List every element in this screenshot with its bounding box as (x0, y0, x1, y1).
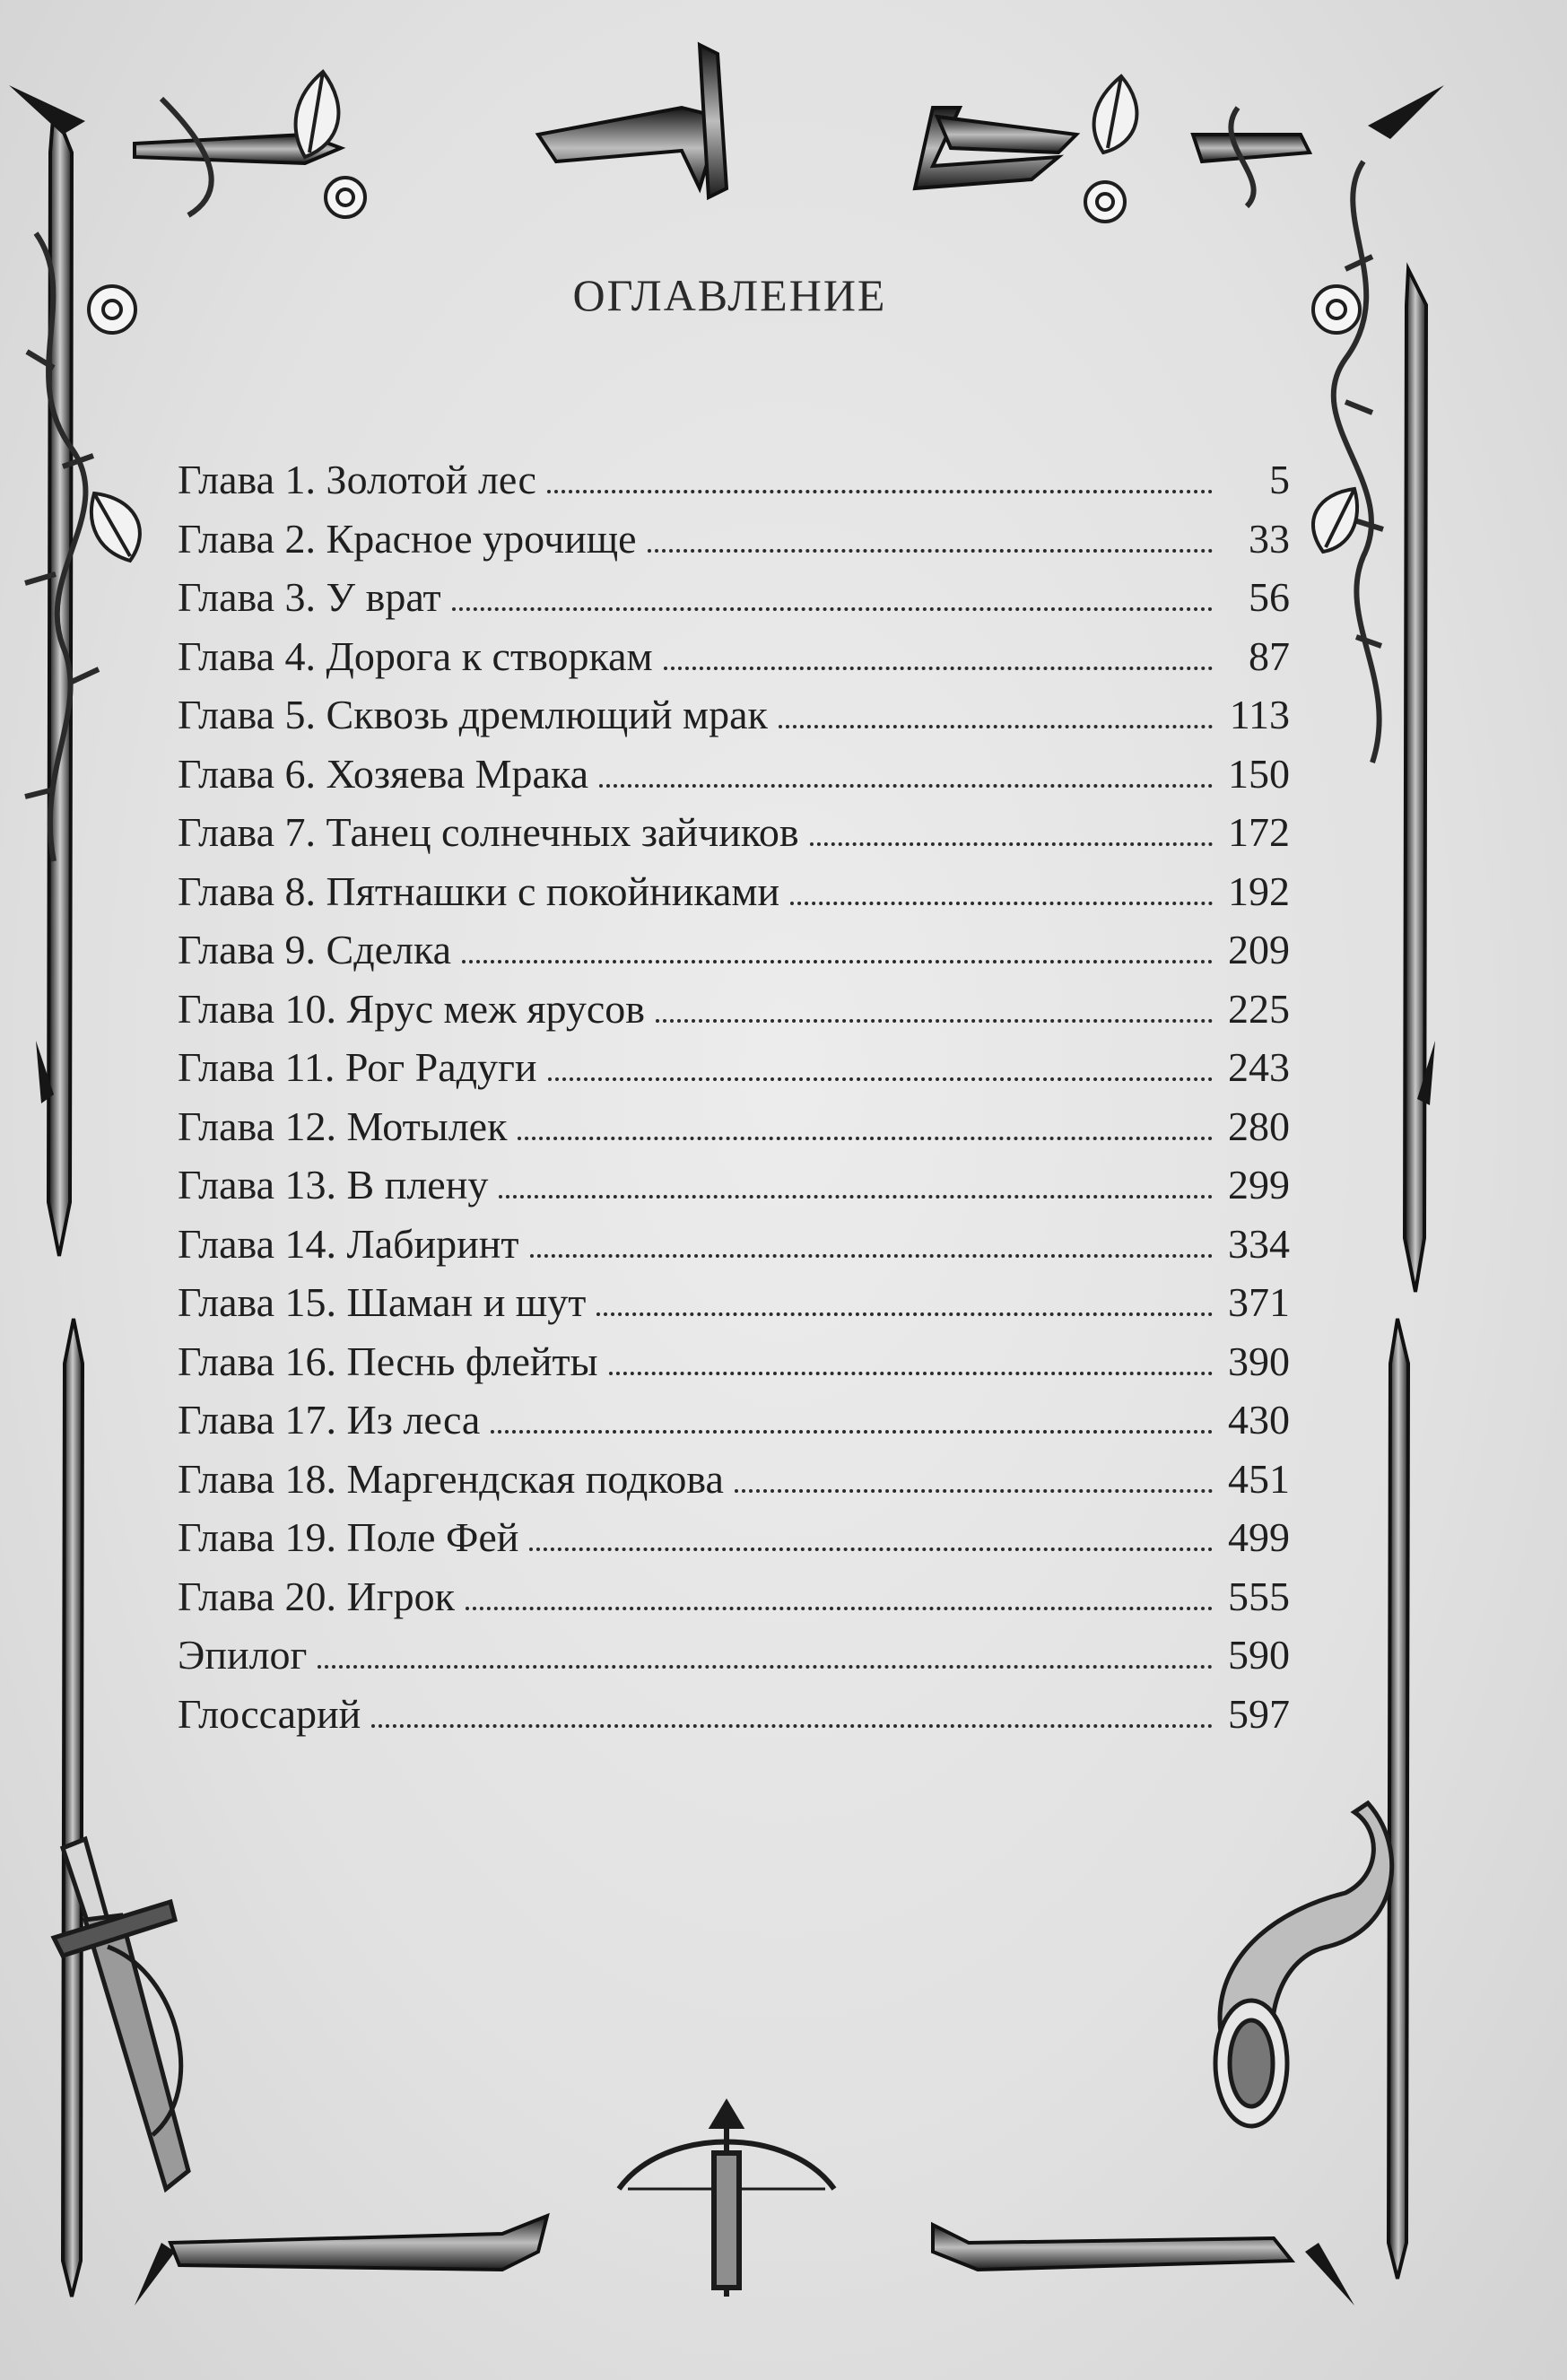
dot-leader (499, 1195, 1213, 1199)
dot-leader (530, 1254, 1213, 1258)
dot-leader (648, 549, 1213, 553)
toc-entry[interactable] (178, 691, 1290, 750)
toc-entry-label: Глава 20. Игрок (178, 1573, 455, 1619)
toc-entry-page-number: 334 (1228, 1220, 1290, 1267)
toc-entry[interactable] (178, 1396, 1290, 1455)
toc-entry-page-number: 390 (1228, 1338, 1290, 1384)
dot-leader (779, 725, 1213, 728)
toc-entry[interactable] (178, 1220, 1290, 1279)
dot-leader (452, 607, 1213, 611)
toc-entry[interactable] (178, 750, 1290, 809)
toc-entry[interactable] (178, 1161, 1290, 1220)
toc-entry[interactable] (178, 1573, 1290, 1632)
toc-entry[interactable] (178, 573, 1290, 632)
toc-entry-label: Глоссарий (178, 1690, 361, 1737)
right-border (1389, 269, 1426, 2279)
dot-leader (810, 842, 1213, 846)
dot-leader (664, 667, 1213, 670)
toc-entry-label: Глава 17. Из леса (178, 1397, 481, 1443)
toc-entry-page-number: 113 (1229, 692, 1290, 737)
dot-leader (656, 1019, 1213, 1023)
toc-entry-page-number: 225 (1228, 985, 1290, 1032)
toc-entry-label: Глава 6. Хозяева Мрака (178, 750, 589, 797)
dot-leader (466, 1607, 1213, 1610)
toc-entry-label: Глава 5. Сквозь дремлющий мрак (178, 692, 768, 737)
toc-entry[interactable] (178, 1631, 1290, 1690)
toc-entry-label: Глава 12. Мотылек (178, 1103, 508, 1149)
toc-entry-label: Глава 14. Лабиринт (178, 1220, 519, 1267)
toc-entry-label: Глава 10. Ярус меж ярусов (178, 985, 646, 1032)
toc-entry-label: Глава 16. Песнь флейты (178, 1338, 598, 1384)
toc-entry-label: Глава 9. Сделка (178, 927, 452, 972)
dot-leader (790, 902, 1213, 905)
toc-entry-label: Глава 18. Маргендская подкова (178, 1455, 724, 1502)
toc-entry[interactable] (178, 1690, 1290, 1749)
dot-leader (599, 784, 1213, 788)
toc-entry-page-number: 243 (1228, 1044, 1290, 1090)
dot-leader (735, 1489, 1213, 1493)
toc-entry-label: Глава 3. У врат (178, 574, 441, 620)
dot-leader (491, 1430, 1213, 1434)
dot-leader (609, 1372, 1214, 1375)
dot-leader (548, 1077, 1213, 1081)
toc-entry[interactable] (178, 456, 1290, 515)
toc-entry[interactable] (178, 1338, 1290, 1397)
toc-entry-page-number: 33 (1249, 515, 1290, 562)
toc-entry[interactable] (178, 1043, 1290, 1103)
toc-entry-page-number: 280 (1228, 1103, 1290, 1149)
toc-entry-label: Глава 7. Танец солнечных зайчиков (178, 809, 799, 855)
toc-entry[interactable] (178, 985, 1290, 1044)
toc-entry-page-number: 597 (1228, 1690, 1290, 1737)
toc-entry-page-number: 299 (1228, 1162, 1290, 1207)
table-of-contents (178, 456, 1290, 1748)
dot-leader (462, 960, 1213, 963)
dot-leader (318, 1665, 1213, 1669)
toc-entry-page-number: 209 (1228, 927, 1290, 972)
toc-entry-page-number: 590 (1228, 1632, 1290, 1678)
toc-entry[interactable] (178, 926, 1290, 985)
toc-entry-page-number: 5 (1269, 457, 1290, 502)
toc-entry-label: Эпилог (178, 1632, 308, 1678)
toc-entry[interactable] (178, 808, 1290, 867)
toc-entry[interactable] (178, 867, 1290, 927)
page-title: ОГЛАВЛЕНИЕ (572, 270, 887, 320)
toc-entry[interactable] (178, 1455, 1290, 1514)
dot-leader (529, 1547, 1213, 1551)
dot-leader (518, 1137, 1213, 1140)
toc-entry-page-number: 451 (1228, 1455, 1290, 1502)
dot-leader (547, 490, 1213, 493)
toc-entry-page-number: 371 (1228, 1279, 1290, 1325)
toc-entry[interactable] (178, 632, 1290, 692)
toc-entry-label: Глава 8. Пятнашки с покойниками (178, 867, 780, 914)
toc-entry-page-number: 56 (1249, 574, 1290, 620)
toc-entry-label: Глава 13. В плену (178, 1162, 489, 1207)
toc-entry[interactable] (178, 1103, 1290, 1162)
toc-entry-label: Глава 19. Поле Фей (178, 1514, 519, 1560)
toc-entry-label: Глава 1. Золотой лес (178, 457, 536, 502)
toc-entry-label: Глава 2. Красное урочище (178, 515, 637, 562)
toc-entry-label: Глава 15. Шаман и шут (178, 1279, 587, 1325)
dot-leader (371, 1724, 1213, 1728)
toc-entry-page-number: 87 (1249, 632, 1290, 679)
toc-entry-page-number: 430 (1228, 1397, 1290, 1443)
toc-entry-label: Глава 4. Дорога к створкам (178, 632, 653, 679)
toc-entry-label: Глава 11. Рог Радуги (178, 1044, 537, 1090)
toc-entry-page-number: 150 (1228, 750, 1290, 797)
horn-icon (1215, 1803, 1392, 2126)
toc-entry-page-number: 499 (1228, 1514, 1290, 1560)
toc-entry-page-number: 192 (1228, 867, 1290, 914)
toc-entry[interactable] (178, 515, 1290, 574)
toc-entry-page-number: 172 (1228, 809, 1290, 855)
toc-entry[interactable] (178, 1278, 1290, 1338)
toc-entry[interactable] (178, 1513, 1290, 1573)
dot-leader (596, 1312, 1213, 1316)
toc-entry-page-number: 555 (1228, 1573, 1290, 1619)
crossbow-icon (619, 2104, 834, 2297)
